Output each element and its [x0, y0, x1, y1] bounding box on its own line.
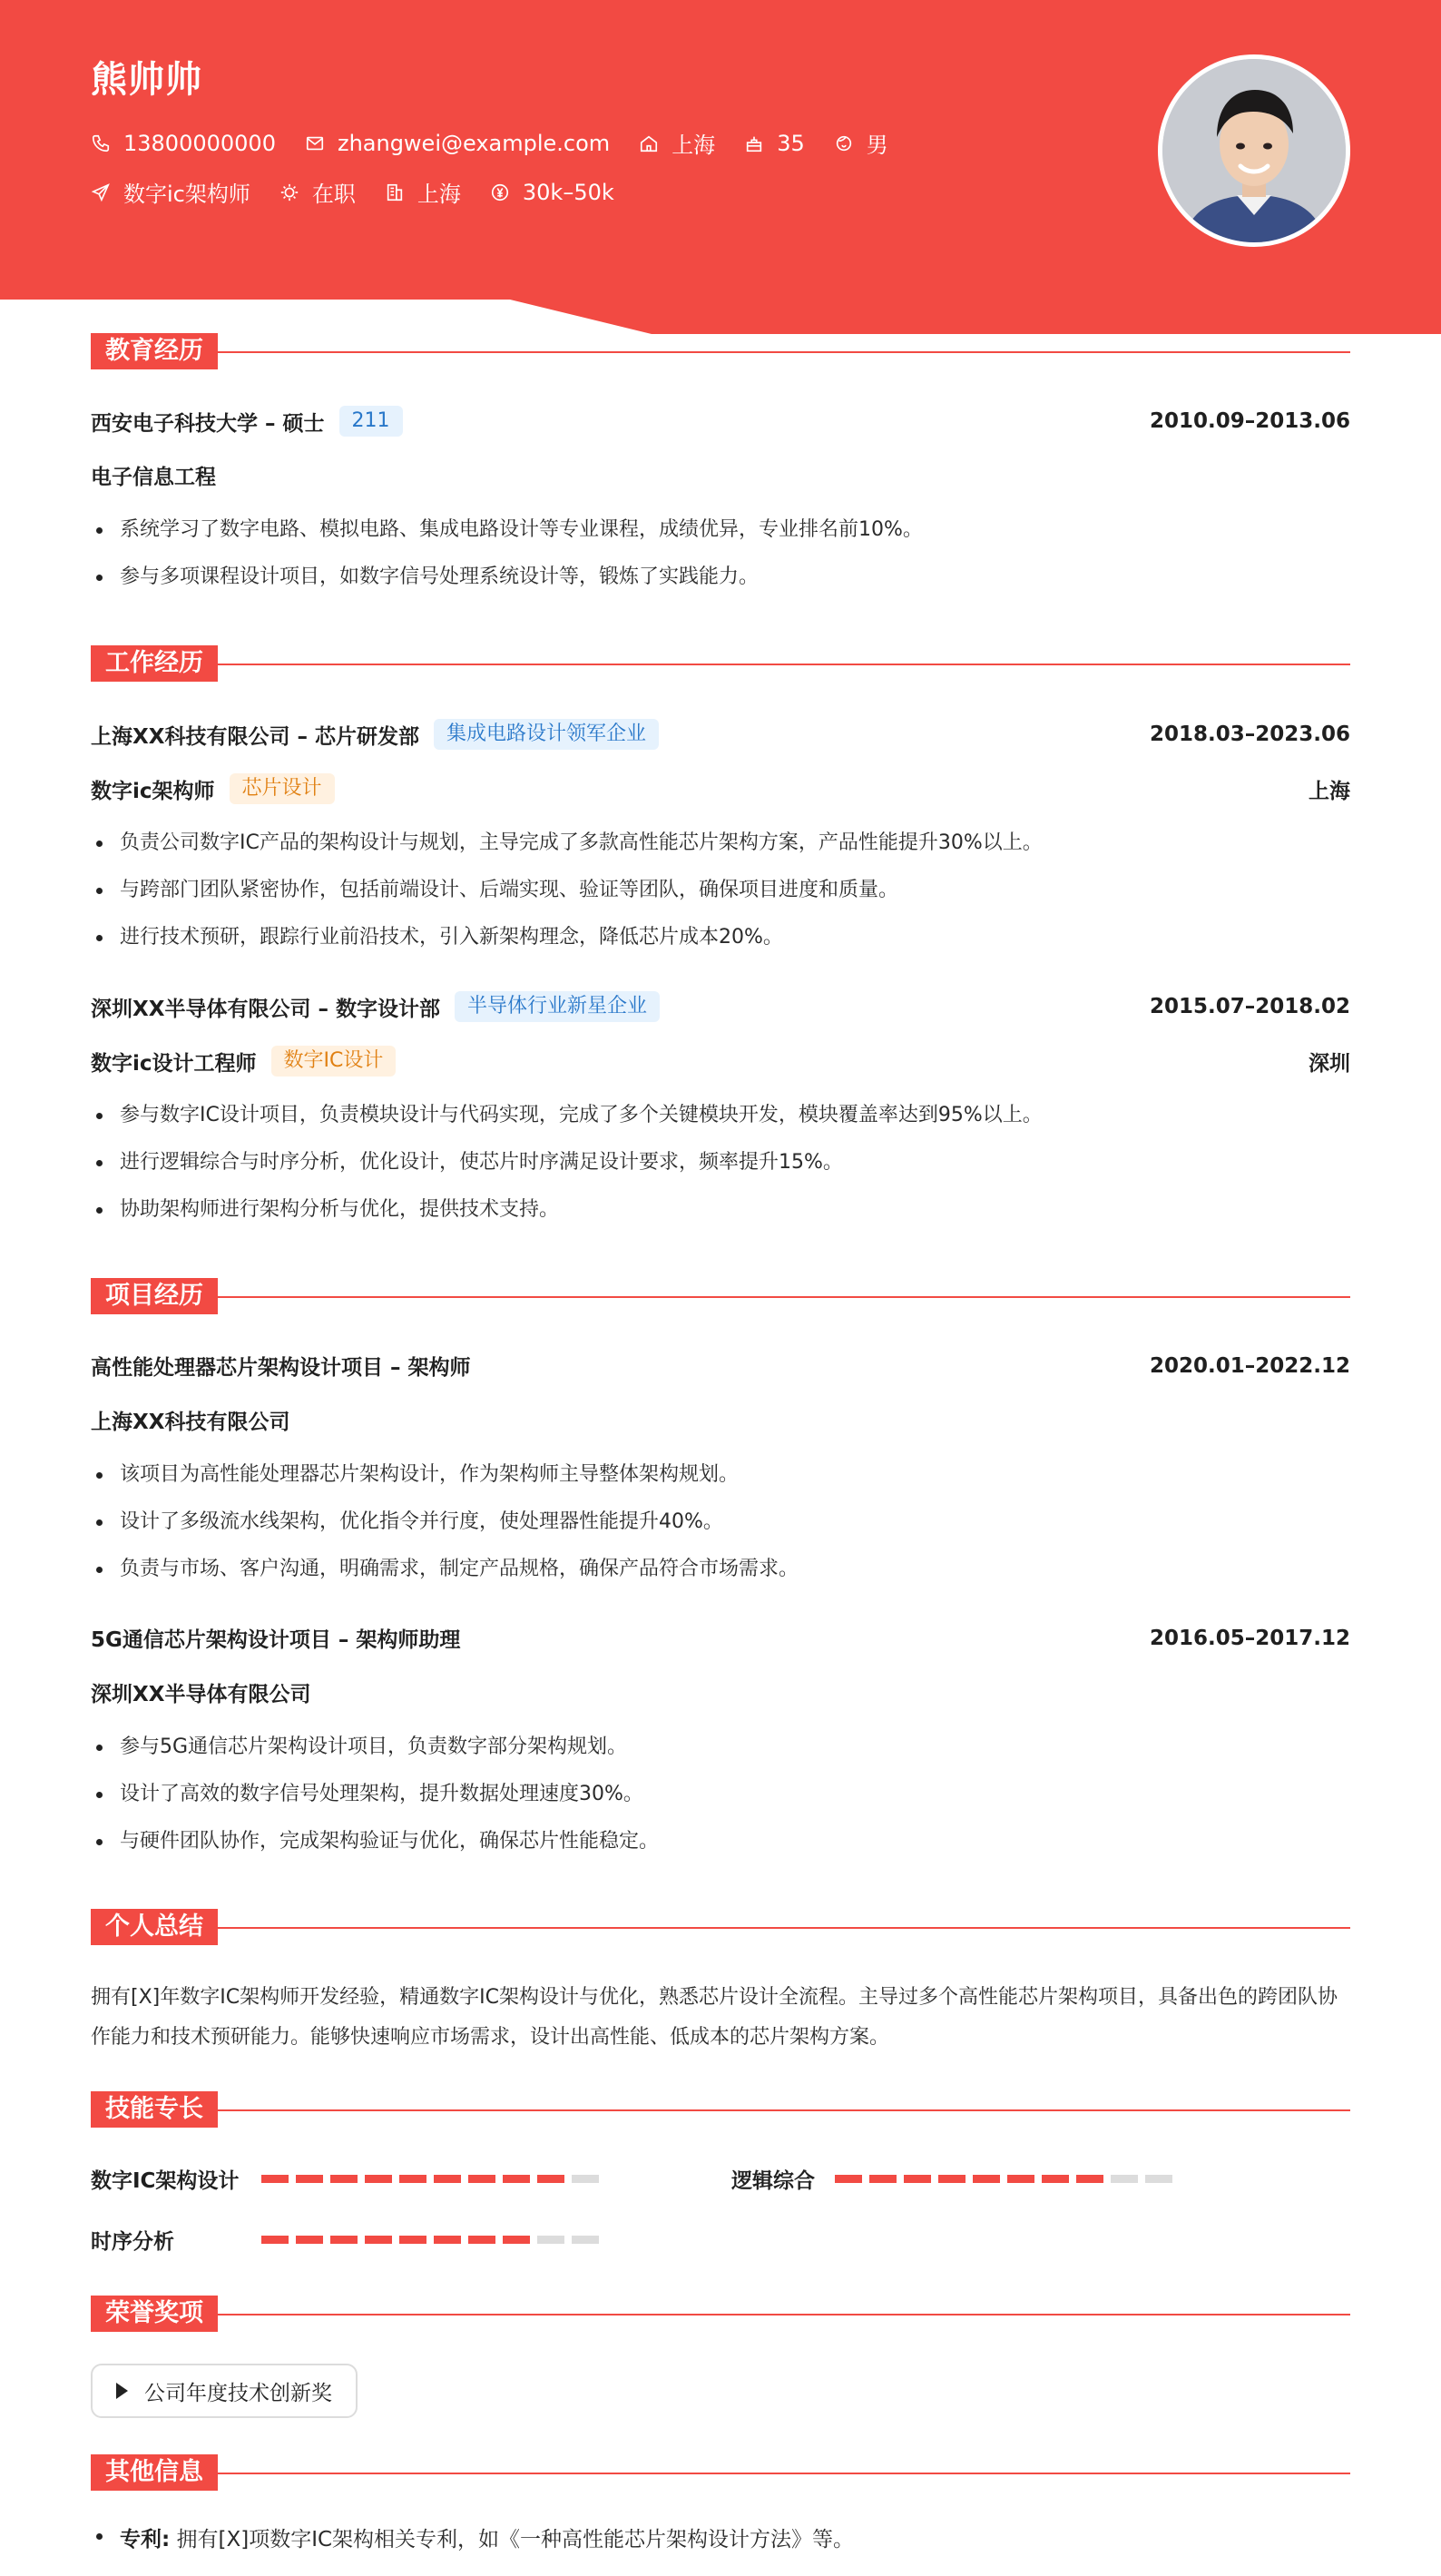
skill-item: [91, 2225, 606, 2255]
project-org-row: [91, 1405, 1350, 1435]
other-label: 专利:: [120, 2528, 171, 2551]
status-item: [279, 176, 356, 208]
project-header: [91, 1351, 1350, 1381]
resume-header: [0, 0, 1441, 336]
section-other: [91, 2454, 1350, 2491]
job-intent-row: [91, 176, 643, 208]
skill-segment-filled: [938, 2175, 966, 2183]
city-text: 上海: [417, 182, 461, 207]
section-projects: [91, 1278, 1350, 1314]
company-name: 上海XX科技有限公司 – 芯片研发部: [91, 724, 419, 749]
candidate-name: 熊帅帅: [91, 59, 202, 101]
skill-segment-filled: [296, 2236, 323, 2244]
skill-segment-filled: [537, 2175, 564, 2183]
list-item: 参与5G通信芯片架构设计项目，负责数字部分架构规划。: [91, 1724, 1350, 1771]
section-title: 荣誉奖项: [91, 2296, 218, 2332]
section-title: 个人总结: [91, 1909, 218, 1945]
skill-segment-filled: [365, 2175, 392, 2183]
school-badge: 211: [339, 406, 403, 437]
skill-level-bar: [261, 2236, 606, 2244]
skill-segment-empty: [537, 2236, 564, 2244]
education-date: 2010.09–2013.06: [1149, 409, 1350, 433]
skill-segment-filled: [1076, 2175, 1103, 2183]
paper-plane-icon: [91, 182, 111, 202]
section-divider: [218, 664, 1350, 665]
city-item: [385, 176, 461, 208]
education-major-row: [91, 460, 1350, 490]
education-bullets: [91, 506, 1350, 601]
section-divider: [218, 351, 1350, 353]
skill-segment-filled: [468, 2175, 495, 2183]
skill-segment-empty: [1145, 2175, 1172, 2183]
gender-text: 男: [866, 133, 888, 158]
yen-coin-icon: [490, 182, 510, 202]
skill-segment-filled: [330, 2175, 358, 2183]
job-role-row: [91, 773, 1350, 804]
list-item: 系统学习了数字电路、模拟电路、集成电路设计等专业课程，成绩优异，专业排名前10%。: [91, 506, 1350, 554]
job-location: 深圳: [1309, 1051, 1350, 1076]
section-divider: [218, 2314, 1350, 2315]
company-badge: 集成电路设计领军企业: [434, 719, 659, 750]
status-text: 在职: [311, 182, 356, 207]
skill-segment-filled: [1007, 2175, 1034, 2183]
role-badge: 数字IC设计: [271, 1046, 397, 1077]
skill-segment-filled: [503, 2175, 530, 2183]
phone-item: [91, 131, 276, 156]
skill-name: 时序分析: [91, 2230, 174, 2254]
job-bullets: [91, 1092, 1350, 1234]
project-date: 2016.05–2017.12: [1149, 1626, 1350, 1650]
company-badge: 半导体行业新星企业: [455, 991, 660, 1022]
skill-segment-filled: [835, 2175, 862, 2183]
list-item: 负责与市场、客户沟通，明确需求，制定产品规格，确保产品符合市场需求。: [91, 1546, 1350, 1593]
project-org: 深圳XX半导体有限公司: [91, 1683, 311, 1706]
list-item: 设计了高效的数字信号处理架构，提升数据处理速度30%。: [91, 1771, 1350, 1818]
salary-item: [490, 180, 614, 205]
job-target-item: [91, 176, 250, 208]
section-awards: [91, 2296, 1350, 2332]
list-item: 协助架构师进行架构分析与优化，提供技术支持。: [91, 1186, 1350, 1234]
cake-icon: [744, 133, 764, 153]
list-item: 进行技术预研，跟踪行业前沿技术，引入新架构理念，降低芯片成本20%。: [91, 914, 1350, 961]
list-item: 进行逻辑综合与时序分析，优化设计，使芯片时序满足设计要求，频率提升15%。: [91, 1139, 1350, 1186]
section-divider: [218, 2473, 1350, 2474]
skill-segment-filled: [365, 2236, 392, 2244]
project-name: 高性能处理器芯片架构设计项目 – 架构师: [91, 1356, 471, 1380]
skill-segment-filled: [468, 2236, 495, 2244]
skill-item: [731, 2164, 1180, 2194]
job-target-text: 数字ic架构师: [123, 182, 250, 207]
job-date: 2018.03–2023.06: [1149, 723, 1350, 746]
skill-name: 数字IC架构设计: [91, 2169, 240, 2193]
skill-segment-empty: [572, 2236, 599, 2244]
section-education: [91, 333, 1350, 369]
list-item: 负责公司数字IC产品的架构设计与规划，主导完成了多款高性能芯片架构方案，产品性能提升30%以上。: [91, 820, 1350, 867]
skill-segment-filled: [973, 2175, 1000, 2183]
project-org-row: [91, 1677, 1350, 1707]
school-name: 西安电子科技大学 – 硕士: [91, 411, 325, 436]
project-bullets: [91, 1724, 1350, 1865]
award-chip: [91, 2364, 358, 2418]
skill-item: [91, 2164, 606, 2194]
skill-level-bar: [835, 2175, 1180, 2183]
section-work: [91, 645, 1350, 682]
project-bullets: [91, 1451, 1350, 1593]
list-item: 参与数字IC设计项目，负责模块设计与代码实现，完成了多个关键模块开发，模块覆盖率达到95%以上。: [91, 1092, 1350, 1139]
section-title: 教育经历: [91, 333, 218, 369]
job-header: [91, 719, 1350, 750]
list-item: 该项目为高性能处理器芯片架构设计，作为架构师主导整体架构规划。: [91, 1451, 1350, 1499]
skill-segment-filled: [330, 2236, 358, 2244]
section-title: 工作经历: [91, 645, 218, 682]
section-divider: [218, 1927, 1350, 1929]
job-location: 上海: [1309, 779, 1350, 803]
major-name: 电子信息工程: [91, 466, 216, 489]
skill-level-bar: [261, 2175, 606, 2183]
salary-text: 30k–50k: [522, 179, 614, 205]
play-triangle-icon: [116, 2383, 128, 2399]
phone-text: 13800000000: [123, 130, 276, 156]
job-role: 数字ic架构师: [91, 779, 215, 803]
gender-icon: [834, 133, 854, 153]
education-header: [91, 406, 1350, 437]
section-divider: [218, 1296, 1350, 1298]
phone-icon: [91, 133, 111, 153]
hometown-item: [639, 127, 715, 159]
section-title: 技能专长: [91, 2091, 218, 2128]
skill-segment-filled: [869, 2175, 897, 2183]
avatar-photo: [1158, 54, 1350, 247]
skill-segment-empty: [1111, 2175, 1138, 2183]
job-role-row: [91, 1046, 1350, 1077]
sun-status-icon: [279, 182, 299, 202]
project-org: 上海XX科技有限公司: [91, 1411, 290, 1434]
skill-segment-filled: [261, 2175, 289, 2183]
skill-segment-filled: [1042, 2175, 1069, 2183]
skill-segment-filled: [399, 2236, 426, 2244]
skill-segment-filled: [296, 2175, 323, 2183]
company-name: 深圳XX半导体有限公司 – 数字设计部: [91, 997, 440, 1021]
job-bullets: [91, 820, 1350, 961]
skill-name: 逻辑综合: [731, 2169, 815, 2193]
age-item: [744, 131, 805, 156]
skill-segment-filled: [399, 2175, 426, 2183]
skill-segment-filled: [434, 2175, 461, 2183]
project-header: [91, 1623, 1350, 1653]
home-icon: [639, 133, 659, 153]
project-name: 5G通信芯片架构设计项目 – 架构师助理: [91, 1628, 461, 1652]
job-role: 数字ic设计工程师: [91, 1051, 257, 1076]
list-item: [91, 2522, 854, 2552]
section-skills: [91, 2091, 1350, 2128]
job-header: [91, 991, 1350, 1022]
skill-segment-filled: [904, 2175, 931, 2183]
contact-row: [91, 127, 917, 159]
section-summary: [91, 1909, 1350, 1945]
section-title: 项目经历: [91, 1278, 218, 1314]
list-item: 与硬件团队协作，完成架构验证与优化，确保芯片性能稳定。: [91, 1818, 1350, 1865]
section-divider: [218, 2109, 1350, 2111]
skill-segment-filled: [261, 2236, 289, 2244]
role-badge: 芯片设计: [230, 773, 335, 804]
email-item: [305, 131, 610, 156]
hometown-text: 上海: [671, 133, 716, 158]
other-text: 拥有[X]项数字IC架构相关专利，如《一种高性能芯片架构设计方法》等。: [176, 2528, 855, 2551]
project-date: 2020.01–2022.12: [1149, 1353, 1350, 1378]
gender-item: [834, 127, 888, 159]
list-item: 与跨部门团队紧密协作，包括前端设计、后端实现、验证等团队，确保项目进度和质量。: [91, 867, 1350, 914]
list-item: 参与多项课程设计项目，如数字信号处理系统设计等，锻炼了实践能力。: [91, 554, 1350, 601]
mail-icon: [305, 133, 325, 153]
job-date: 2015.07–2018.02: [1149, 995, 1350, 1018]
award-name: 公司年度技术创新奖: [144, 2381, 332, 2405]
email-text: zhangwei@example.com: [337, 130, 611, 156]
summary-text: 拥有[X]年数字IC架构师开发经验，精通数字IC架构设计与优化，熟悉芯片设计全流程。主导过多个高性能芯片架构项目，具备出色的跨团队协作能力和技术预研能力。能够快速响应市场需求，设计出高性能、低成本的芯片架构方案。: [91, 1986, 1338, 2049]
building-icon: [385, 182, 405, 202]
skill-segment-filled: [503, 2236, 530, 2244]
age-text: 35: [777, 130, 805, 156]
list-item: 设计了多级流水线架构，优化指令并行度，使处理器性能提升40%。: [91, 1499, 1350, 1546]
skill-segment-empty: [572, 2175, 599, 2183]
skill-segment-filled: [434, 2236, 461, 2244]
section-title: 其他信息: [91, 2454, 218, 2491]
